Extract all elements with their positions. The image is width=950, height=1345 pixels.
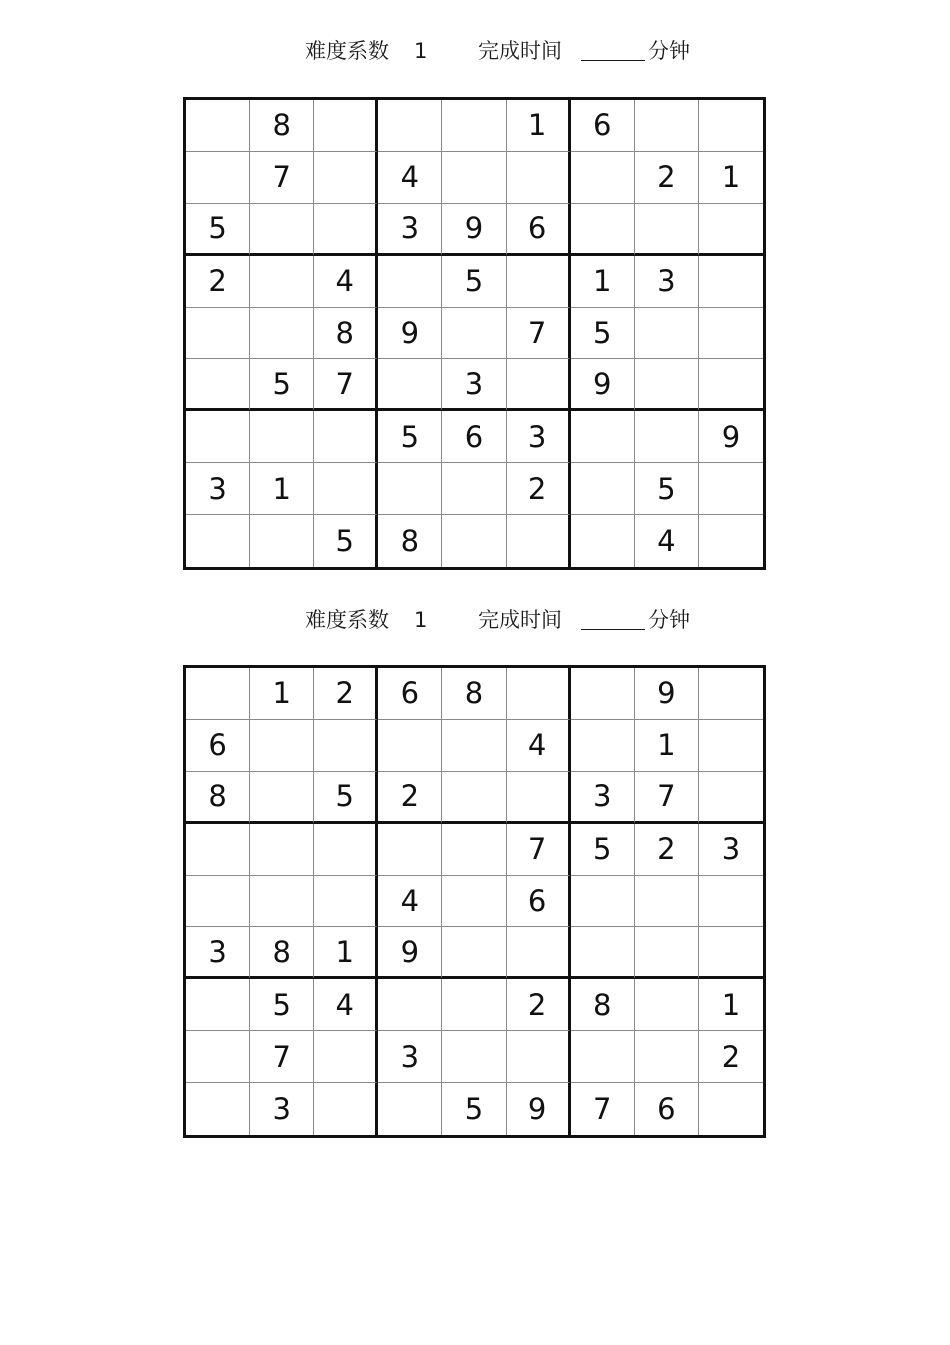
empty-cell[interactable] <box>571 1031 635 1083</box>
empty-cell[interactable] <box>186 359 250 411</box>
given-cell: 4 <box>378 876 442 928</box>
given-cell: 5 <box>186 204 250 256</box>
difficulty-label: 难度系数 <box>305 39 389 63</box>
empty-cell[interactable] <box>507 256 571 308</box>
sudoku-grid-2 <box>183 665 766 1138</box>
empty-cell[interactable] <box>699 668 763 720</box>
empty-cell[interactable] <box>378 359 442 411</box>
empty-cell[interactable] <box>314 204 378 256</box>
given-cell: 3 <box>186 463 250 515</box>
empty-cell[interactable] <box>186 1083 250 1135</box>
given-cell: 5 <box>378 411 442 463</box>
given-cell: 6 <box>507 876 571 928</box>
given-cell: 3 <box>378 204 442 256</box>
given-cell: 4 <box>378 152 442 204</box>
completion-time-label: 完成时间 <box>478 608 562 632</box>
given-cell: 9 <box>442 204 506 256</box>
empty-cell[interactable] <box>442 772 506 824</box>
given-cell: 4 <box>507 720 571 772</box>
empty-cell[interactable] <box>442 1031 506 1083</box>
empty-cell[interactable] <box>186 515 250 567</box>
given-cell: 6 <box>571 100 635 152</box>
empty-cell[interactable] <box>186 152 250 204</box>
empty-cell[interactable] <box>442 308 506 360</box>
empty-cell[interactable] <box>314 152 378 204</box>
given-cell: 2 <box>635 152 699 204</box>
given-cell: 5 <box>571 308 635 360</box>
completion-time-blank[interactable] <box>581 605 645 630</box>
empty-cell[interactable] <box>699 515 763 567</box>
given-cell: 3 <box>250 1083 314 1135</box>
given-cell: 5 <box>442 256 506 308</box>
empty-cell[interactable] <box>507 1031 571 1083</box>
puzzle-2-header <box>0 605 950 635</box>
given-cell: 9 <box>699 411 763 463</box>
empty-cell[interactable] <box>378 256 442 308</box>
given-cell: 1 <box>250 463 314 515</box>
empty-cell[interactable] <box>314 1083 378 1135</box>
given-cell: 8 <box>314 308 378 360</box>
empty-cell[interactable] <box>635 876 699 928</box>
given-cell: 2 <box>699 1031 763 1083</box>
empty-cell[interactable] <box>250 876 314 928</box>
given-cell: 1 <box>635 720 699 772</box>
empty-cell[interactable] <box>250 772 314 824</box>
sudoku-grid-1 <box>183 97 766 570</box>
given-cell: 8 <box>250 100 314 152</box>
given-cell: 3 <box>571 772 635 824</box>
empty-cell[interactable] <box>699 308 763 360</box>
given-cell: 8 <box>378 515 442 567</box>
empty-cell[interactable] <box>250 308 314 360</box>
given-cell: 1 <box>314 927 378 979</box>
empty-cell[interactable] <box>314 876 378 928</box>
empty-cell[interactable] <box>571 515 635 567</box>
empty-cell[interactable] <box>571 668 635 720</box>
empty-cell[interactable] <box>635 359 699 411</box>
empty-cell[interactable] <box>250 204 314 256</box>
empty-cell[interactable] <box>378 100 442 152</box>
given-cell: 9 <box>378 308 442 360</box>
given-cell: 8 <box>250 927 314 979</box>
empty-cell[interactable] <box>186 876 250 928</box>
given-cell: 2 <box>507 463 571 515</box>
empty-cell[interactable] <box>507 515 571 567</box>
difficulty-value: 1 <box>414 39 428 63</box>
minutes-unit: 分钟 <box>648 39 690 63</box>
given-cell: 6 <box>186 720 250 772</box>
empty-cell[interactable] <box>314 463 378 515</box>
given-cell: 2 <box>507 979 571 1031</box>
given-cell: 4 <box>314 979 378 1031</box>
given-cell: 7 <box>314 359 378 411</box>
empty-cell[interactable] <box>442 824 506 876</box>
given-cell: 1 <box>250 668 314 720</box>
empty-cell[interactable] <box>442 876 506 928</box>
empty-cell[interactable] <box>442 979 506 1031</box>
given-cell: 3 <box>186 927 250 979</box>
empty-cell[interactable] <box>250 515 314 567</box>
difficulty-value: 1 <box>414 608 428 632</box>
empty-cell[interactable] <box>186 100 250 152</box>
difficulty-label: 难度系数 <box>305 608 389 632</box>
empty-cell[interactable] <box>571 204 635 256</box>
given-cell: 6 <box>378 668 442 720</box>
given-cell: 2 <box>186 256 250 308</box>
given-cell: 8 <box>186 772 250 824</box>
given-cell: 1 <box>507 100 571 152</box>
given-cell: 7 <box>635 772 699 824</box>
given-cell: 3 <box>442 359 506 411</box>
empty-cell[interactable] <box>507 668 571 720</box>
empty-cell[interactable] <box>442 515 506 567</box>
empty-cell[interactable] <box>699 927 763 979</box>
empty-cell[interactable] <box>442 463 506 515</box>
given-cell: 9 <box>571 359 635 411</box>
empty-cell[interactable] <box>186 979 250 1031</box>
empty-cell[interactable] <box>571 463 635 515</box>
empty-cell[interactable] <box>699 463 763 515</box>
empty-cell[interactable] <box>250 256 314 308</box>
given-cell: 1 <box>699 979 763 1031</box>
empty-cell[interactable] <box>635 100 699 152</box>
given-cell: 5 <box>571 824 635 876</box>
given-cell: 3 <box>635 256 699 308</box>
given-cell: 7 <box>507 308 571 360</box>
empty-cell[interactable] <box>378 720 442 772</box>
empty-cell[interactable] <box>507 359 571 411</box>
empty-cell[interactable] <box>699 720 763 772</box>
empty-cell[interactable] <box>314 100 378 152</box>
given-cell: 4 <box>635 515 699 567</box>
given-cell: 5 <box>635 463 699 515</box>
given-cell: 8 <box>571 979 635 1031</box>
empty-cell[interactable] <box>635 1031 699 1083</box>
given-cell: 9 <box>378 927 442 979</box>
empty-cell[interactable] <box>186 1031 250 1083</box>
empty-cell[interactable] <box>442 927 506 979</box>
given-cell: 7 <box>571 1083 635 1135</box>
empty-cell[interactable] <box>250 824 314 876</box>
empty-cell[interactable] <box>250 720 314 772</box>
empty-cell[interactable] <box>635 411 699 463</box>
given-cell: 2 <box>314 668 378 720</box>
given-cell: 6 <box>442 411 506 463</box>
given-cell: 8 <box>442 668 506 720</box>
given-cell: 5 <box>442 1083 506 1135</box>
empty-cell[interactable] <box>571 411 635 463</box>
empty-cell[interactable] <box>442 152 506 204</box>
empty-cell[interactable] <box>186 411 250 463</box>
empty-cell[interactable] <box>699 876 763 928</box>
given-cell: 7 <box>250 152 314 204</box>
empty-cell[interactable] <box>699 204 763 256</box>
empty-cell[interactable] <box>635 204 699 256</box>
empty-cell[interactable] <box>699 256 763 308</box>
empty-cell[interactable] <box>571 876 635 928</box>
empty-cell[interactable] <box>635 927 699 979</box>
empty-cell[interactable] <box>186 824 250 876</box>
minutes-unit: 分钟 <box>648 608 690 632</box>
empty-cell[interactable] <box>699 772 763 824</box>
empty-cell[interactable] <box>314 411 378 463</box>
empty-cell[interactable] <box>186 308 250 360</box>
given-cell: 2 <box>378 772 442 824</box>
given-cell: 6 <box>635 1083 699 1135</box>
given-cell: 3 <box>699 824 763 876</box>
empty-cell[interactable] <box>699 359 763 411</box>
empty-cell[interactable] <box>378 979 442 1031</box>
given-cell: 5 <box>314 772 378 824</box>
empty-cell[interactable] <box>314 824 378 876</box>
empty-cell[interactable] <box>507 772 571 824</box>
empty-cell[interactable] <box>442 720 506 772</box>
empty-cell[interactable] <box>635 979 699 1031</box>
empty-cell[interactable] <box>507 927 571 979</box>
empty-cell[interactable] <box>571 927 635 979</box>
puzzle-1-header <box>0 36 950 66</box>
given-cell: 1 <box>699 152 763 204</box>
empty-cell[interactable] <box>571 152 635 204</box>
given-cell: 9 <box>635 668 699 720</box>
empty-cell[interactable] <box>314 1031 378 1083</box>
empty-cell[interactable] <box>186 668 250 720</box>
given-cell: 9 <box>507 1083 571 1135</box>
empty-cell[interactable] <box>507 152 571 204</box>
completion-time-blank[interactable] <box>581 36 645 61</box>
empty-cell[interactable] <box>378 824 442 876</box>
given-cell: 3 <box>378 1031 442 1083</box>
empty-cell[interactable] <box>442 100 506 152</box>
given-cell: 5 <box>250 359 314 411</box>
given-cell: 1 <box>571 256 635 308</box>
given-cell: 5 <box>314 515 378 567</box>
empty-cell[interactable] <box>571 720 635 772</box>
given-cell: 7 <box>507 824 571 876</box>
empty-cell[interactable] <box>314 720 378 772</box>
empty-cell[interactable] <box>699 1083 763 1135</box>
given-cell: 7 <box>250 1031 314 1083</box>
given-cell: 6 <box>507 204 571 256</box>
given-cell: 5 <box>250 979 314 1031</box>
empty-cell[interactable] <box>635 308 699 360</box>
completion-time-label: 完成时间 <box>478 39 562 63</box>
given-cell: 2 <box>635 824 699 876</box>
empty-cell[interactable] <box>250 411 314 463</box>
empty-cell[interactable] <box>699 100 763 152</box>
empty-cell[interactable] <box>378 1083 442 1135</box>
given-cell: 4 <box>314 256 378 308</box>
empty-cell[interactable] <box>378 463 442 515</box>
given-cell: 3 <box>507 411 571 463</box>
